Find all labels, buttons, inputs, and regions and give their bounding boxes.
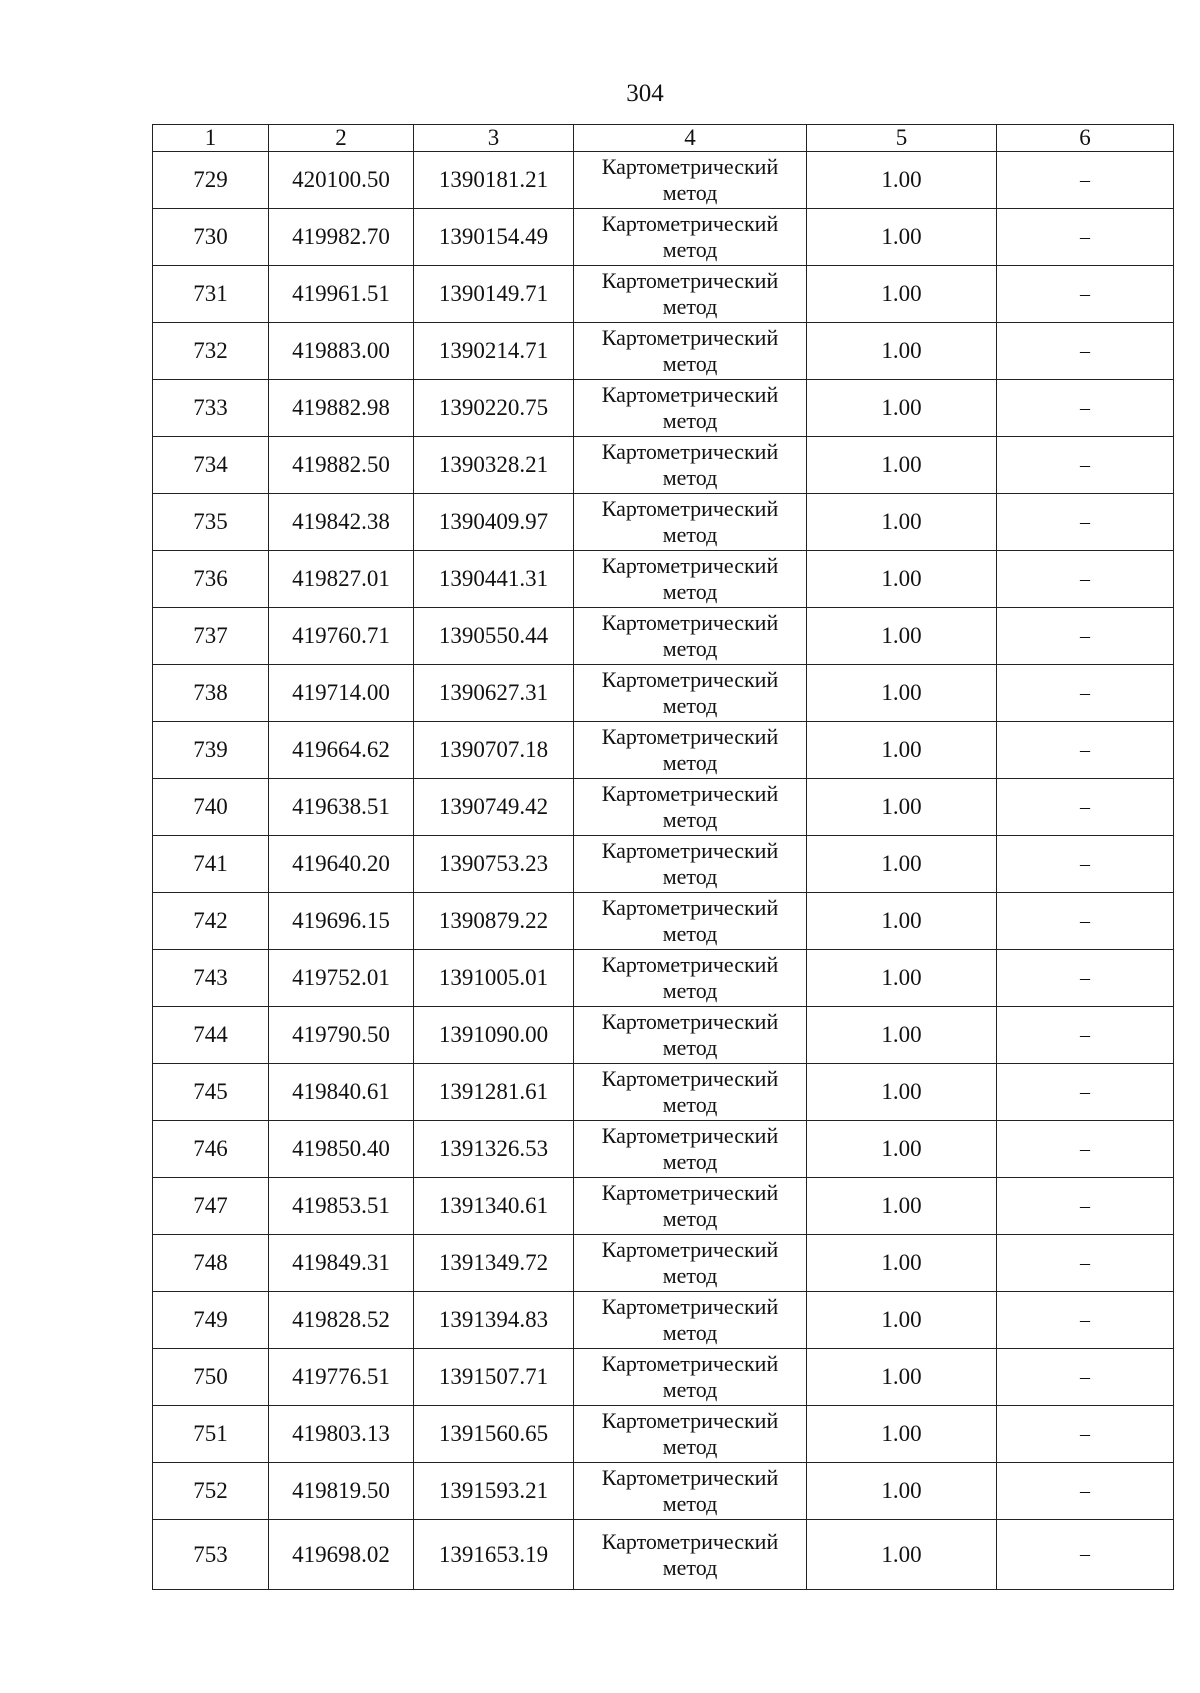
table-row [153,323,1174,380]
method-cell: Картометрический метод [574,323,807,380]
accuracy-cell: 1.00 [807,209,997,266]
note-cell: – [997,1235,1174,1292]
method-cell: Картометрический метод [574,836,807,893]
column-header-4: 4 [574,125,807,152]
column-header-5: 5 [807,125,997,152]
method-cell: Картометрический метод [574,551,807,608]
note-cell: – [997,665,1174,722]
point-number-cell: 742 [153,893,269,950]
accuracy-cell: 1.00 [807,893,997,950]
x-coordinate-cell: 419982.70 [269,209,414,266]
method-cell: Картометрический метод [574,1292,807,1349]
x-coordinate-cell: 419803.13 [269,1406,414,1463]
y-coordinate-cell: 1391653.19 [414,1520,574,1590]
x-coordinate-cell: 419842.38 [269,494,414,551]
point-number-cell: 741 [153,836,269,893]
y-coordinate-cell: 1390181.21 [414,152,574,209]
x-coordinate-cell: 419664.62 [269,722,414,779]
accuracy-cell: 1.00 [807,1235,997,1292]
method-cell: Картометрический метод [574,494,807,551]
table-row [153,1178,1174,1235]
table-row [153,893,1174,950]
point-number-cell: 749 [153,1292,269,1349]
method-cell: Картометрический метод [574,950,807,1007]
point-number-cell: 753 [153,1520,269,1590]
x-coordinate-cell: 419827.01 [269,551,414,608]
point-number-cell: 735 [153,494,269,551]
y-coordinate-cell: 1391560.65 [414,1406,574,1463]
page-number: 304 [626,80,664,107]
table-row [153,152,1174,209]
point-number-cell: 744 [153,1007,269,1064]
method-cell: Картометрический метод [574,437,807,494]
point-number-cell: 739 [153,722,269,779]
y-coordinate-cell: 1390707.18 [414,722,574,779]
y-coordinate-cell: 1391090.00 [414,1007,574,1064]
note-cell: – [997,779,1174,836]
note-cell: – [997,1064,1174,1121]
x-coordinate-cell: 419883.00 [269,323,414,380]
y-coordinate-cell: 1391394.83 [414,1292,574,1349]
method-cell: Картометрический метод [574,152,807,209]
accuracy-cell: 1.00 [807,779,997,836]
y-coordinate-cell: 1391281.61 [414,1064,574,1121]
table-row [153,1064,1174,1121]
point-number-cell: 730 [153,209,269,266]
accuracy-cell: 1.00 [807,665,997,722]
method-cell: Картометрический метод [574,665,807,722]
y-coordinate-cell: 1390328.21 [414,437,574,494]
y-coordinate-cell: 1390441.31 [414,551,574,608]
note-cell: – [997,209,1174,266]
method-cell: Картометрический метод [574,266,807,323]
x-coordinate-cell: 419828.52 [269,1292,414,1349]
method-cell: Картометрический метод [574,893,807,950]
x-coordinate-cell: 419760.71 [269,608,414,665]
method-cell: Картометрический метод [574,1406,807,1463]
accuracy-cell: 1.00 [807,1406,997,1463]
accuracy-cell: 1.00 [807,950,997,1007]
x-coordinate-cell: 419714.00 [269,665,414,722]
accuracy-cell: 1.00 [807,1121,997,1178]
x-coordinate-cell: 419849.31 [269,1235,414,1292]
note-cell: – [997,893,1174,950]
accuracy-cell: 1.00 [807,1520,997,1590]
point-number-cell: 745 [153,1064,269,1121]
point-number-cell: 752 [153,1463,269,1520]
y-coordinate-cell: 1390879.22 [414,893,574,950]
accuracy-cell: 1.00 [807,494,997,551]
table-row [153,836,1174,893]
accuracy-cell: 1.00 [807,1463,997,1520]
column-header-3: 3 [414,125,574,152]
accuracy-cell: 1.00 [807,551,997,608]
x-coordinate-cell: 419853.51 [269,1178,414,1235]
point-number-cell: 729 [153,152,269,209]
accuracy-cell: 1.00 [807,722,997,779]
y-coordinate-cell: 1390550.44 [414,608,574,665]
note-cell: – [997,608,1174,665]
table-row [153,494,1174,551]
accuracy-cell: 1.00 [807,1178,997,1235]
table-row [153,1520,1174,1590]
accuracy-cell: 1.00 [807,1292,997,1349]
note-cell: – [997,323,1174,380]
accuracy-cell: 1.00 [807,1064,997,1121]
table-row [153,266,1174,323]
y-coordinate-cell: 1390149.71 [414,266,574,323]
method-cell: Картометрический метод [574,1235,807,1292]
method-cell: Картометрический метод [574,608,807,665]
column-header-2: 2 [269,125,414,152]
x-coordinate-cell: 419850.40 [269,1121,414,1178]
x-coordinate-cell: 419819.50 [269,1463,414,1520]
point-number-cell: 743 [153,950,269,1007]
accuracy-cell: 1.00 [807,266,997,323]
point-number-cell: 740 [153,779,269,836]
point-number-cell: 747 [153,1178,269,1235]
y-coordinate-cell: 1391593.21 [414,1463,574,1520]
y-coordinate-cell: 1390627.31 [414,665,574,722]
table-body [153,152,1174,1590]
point-number-cell: 732 [153,323,269,380]
note-cell: – [997,1292,1174,1349]
x-coordinate-cell: 419640.20 [269,836,414,893]
table-row [153,1007,1174,1064]
method-cell: Картометрический метод [574,1349,807,1406]
note-cell: – [997,950,1174,1007]
x-coordinate-cell: 419882.98 [269,380,414,437]
x-coordinate-cell: 419961.51 [269,266,414,323]
y-coordinate-cell: 1391340.61 [414,1178,574,1235]
note-cell: – [997,1007,1174,1064]
note-cell: – [997,722,1174,779]
note-cell: – [997,266,1174,323]
table-row [153,1349,1174,1406]
x-coordinate-cell: 419638.51 [269,779,414,836]
note-cell: – [997,1349,1174,1406]
y-coordinate-cell: 1391349.72 [414,1235,574,1292]
accuracy-cell: 1.00 [807,1007,997,1064]
x-coordinate-cell: 419698.02 [269,1520,414,1590]
method-cell: Картометрический метод [574,1064,807,1121]
table-row [153,1406,1174,1463]
note-cell: – [997,494,1174,551]
note-cell: – [997,1178,1174,1235]
point-number-cell: 737 [153,608,269,665]
method-cell: Картометрический метод [574,722,807,779]
y-coordinate-cell: 1390409.97 [414,494,574,551]
y-coordinate-cell: 1390214.71 [414,323,574,380]
note-cell: – [997,1121,1174,1178]
note-cell: – [997,1463,1174,1520]
method-cell: Картометрический метод [574,1463,807,1520]
point-number-cell: 751 [153,1406,269,1463]
method-cell: Картометрический метод [574,1520,807,1590]
y-coordinate-cell: 1391507.71 [414,1349,574,1406]
header-row [153,125,1174,152]
y-coordinate-cell: 1390154.49 [414,209,574,266]
table-header [153,125,1174,152]
note-cell: – [997,152,1174,209]
x-coordinate-cell: 419752.01 [269,950,414,1007]
method-cell: Картометрический метод [574,779,807,836]
y-coordinate-cell: 1391326.53 [414,1121,574,1178]
table-row [153,209,1174,266]
method-cell: Картометрический метод [574,209,807,266]
x-coordinate-cell: 419882.50 [269,437,414,494]
y-coordinate-cell: 1390220.75 [414,380,574,437]
accuracy-cell: 1.00 [807,836,997,893]
point-number-cell: 738 [153,665,269,722]
x-coordinate-cell: 419790.50 [269,1007,414,1064]
note-cell: – [997,1406,1174,1463]
point-number-cell: 731 [153,266,269,323]
y-coordinate-cell: 1390753.23 [414,836,574,893]
note-cell: – [997,1520,1174,1590]
x-coordinate-cell: 419776.51 [269,1349,414,1406]
table-row [153,665,1174,722]
table-row [153,1463,1174,1520]
accuracy-cell: 1.00 [807,152,997,209]
point-number-cell: 750 [153,1349,269,1406]
point-number-cell: 733 [153,380,269,437]
table-row [153,380,1174,437]
note-cell: – [997,551,1174,608]
table-row [153,551,1174,608]
accuracy-cell: 1.00 [807,608,997,665]
table-row [153,437,1174,494]
x-coordinate-cell: 419696.15 [269,893,414,950]
method-cell: Картометрический метод [574,1121,807,1178]
method-cell: Картометрический метод [574,1007,807,1064]
point-number-cell: 736 [153,551,269,608]
accuracy-cell: 1.00 [807,437,997,494]
table-row [153,950,1174,1007]
table-row [153,1121,1174,1178]
note-cell: – [997,836,1174,893]
accuracy-cell: 1.00 [807,1349,997,1406]
y-coordinate-cell: 1390749.42 [414,779,574,836]
table-row [153,779,1174,836]
table-row [153,722,1174,779]
column-header-1: 1 [153,125,269,152]
coordinates-table [152,124,1174,1590]
point-number-cell: 748 [153,1235,269,1292]
accuracy-cell: 1.00 [807,380,997,437]
x-coordinate-cell: 419840.61 [269,1064,414,1121]
table-row [153,1292,1174,1349]
note-cell: – [997,437,1174,494]
table-row [153,608,1174,665]
method-cell: Картометрический метод [574,380,807,437]
point-number-cell: 734 [153,437,269,494]
note-cell: – [997,380,1174,437]
table-row [153,1235,1174,1292]
column-header-6: 6 [997,125,1174,152]
y-coordinate-cell: 1391005.01 [414,950,574,1007]
accuracy-cell: 1.00 [807,323,997,380]
x-coordinate-cell: 420100.50 [269,152,414,209]
method-cell: Картометрический метод [574,1178,807,1235]
point-number-cell: 746 [153,1121,269,1178]
